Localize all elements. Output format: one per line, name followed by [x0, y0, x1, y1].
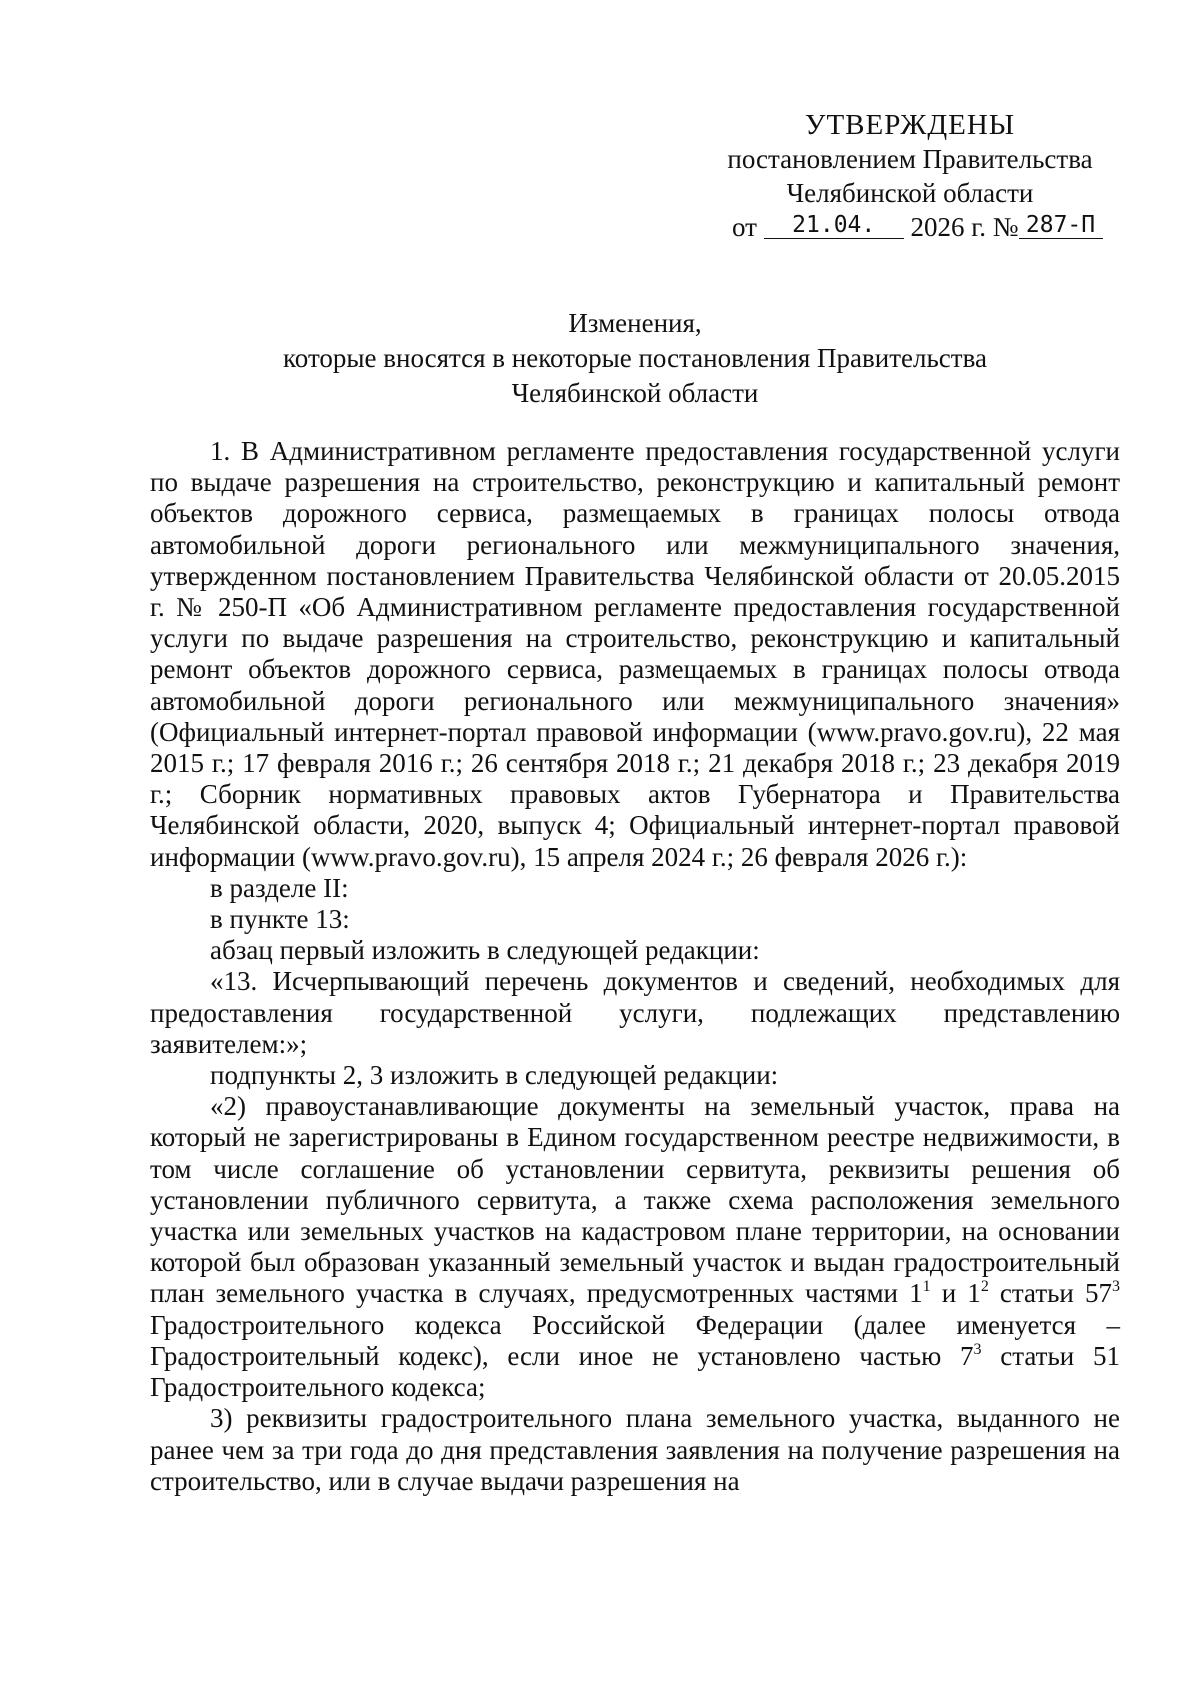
document-heading [150, 306, 1120, 411]
approval-year: 2026 г. № [910, 212, 1019, 242]
paragraph-3: в пункте 13: [210, 904, 350, 935]
approval-prefix: от [732, 212, 757, 242]
paragraph-7 [150, 1091, 1120, 1403]
heading-subtitle: которые вносятся в некоторые постановления Правительства [283, 343, 987, 373]
superscript-4: 3 [973, 1340, 982, 1358]
paragraph-1: 1. В Административном регламенте предоставления государственной услуги по выдаче разрешения на строительство, реконструкцию и капитальный ремонт объектов дорожного сервиса, размещаемых в границах полосы отвода автомобильной дороги регионального или межмуниципального значения, утвержденном постановлением Правительства Челябинской области от 20.05.2015 г. № 250-П «Об Административном регламенте предоставления государственной услуги по выдаче разрешения на строительство, реконструкцию и капитальный ремонт объектов дорожного сервиса, размещаемых в границах полосы отвода автомобильной дороги регионального или межмуниципального значения» (Официальный интернет-портал правовой информации (www.pravo.gov.ru), 22 мая 2015 г.; 17 февраля 2016 г.; 26 сентября 2018 г.; 21 декабря 2018 г.; 23 декабря 2019 г.; Сборник нормативных правовых актов Губернатора и Правительства Челябинской области, 2020, выпуск 4; Официальный интернет-портал правовой информации (www.pravo.gov.ru), 15 апреля 2024 г.; 26 февраля 2026 г.): [150, 436, 1120, 872]
paragraph-6: подпункты 2, 3 изложить в следующей редакции: [210, 1060, 779, 1091]
approval-number: 287-П [1019, 212, 1103, 239]
paragraph-7-part-b: и 1 [930, 1278, 981, 1309]
paragraph-7-part-a: «2) правоустанавливающие документы на земельный участок, права на который не зарегистрированы в Едином государственном реестре недвижимости, в том числе соглашение об установлении сервитута, реквизиты решения об установлении публичного сервитута, а также схема расположения земельного участка или земельных участков на кадастровом плане территории, на основании которой был образован указанный земельный участок и выдан градостроительный план земельного участка в случаях, предусмотренных частями 1 [150, 1091, 1120, 1309]
heading-title: Изменения, [568, 308, 702, 338]
document-body [150, 436, 1120, 1497]
approval-date-line [732, 210, 1120, 244]
approval-title: УТВЕРЖДЕНЫ [804, 109, 1016, 141]
approval-region: Челябинской области [786, 178, 1034, 208]
paragraph-7-part-d: Градостроительного кодекса Российской Федерации (далее именуется – Градостроительный кодекс), если иное не установлено частью 7 [150, 1309, 1120, 1371]
superscript-3: 3 [1112, 1278, 1120, 1296]
paragraph-2: в разделе II: [210, 872, 349, 903]
superscript-2: 2 [980, 1278, 989, 1296]
paragraph-7-part-e: статьи 51 Градостроительного кодекса; [150, 1340, 1121, 1403]
approval-issuer: постановлением Правительства [727, 144, 1093, 174]
paragraph-8: 3) реквизиты градостроительного плана земельного участка, выданного не ранее чем за три года до дня представления заявления на получение разрешения на строительство, или в случае выдачи разрешения на [150, 1403, 1120, 1496]
paragraph-4: абзац первый изложить в следующей редакции: [210, 935, 760, 966]
paragraph-7-part-c: статьи 57 [988, 1278, 1112, 1309]
approval-date: 21.04. [764, 212, 904, 239]
approval-block [700, 108, 1120, 244]
heading-subtitle-region: Челябинской области [511, 378, 759, 408]
paragraph-5: «13. Исчерпывающий перечень документов и сведений, необходимых для предоставления государственной услуги, подлежащих представлению заявителем:»; [150, 966, 1120, 1059]
superscript-1: 1 [922, 1278, 931, 1296]
